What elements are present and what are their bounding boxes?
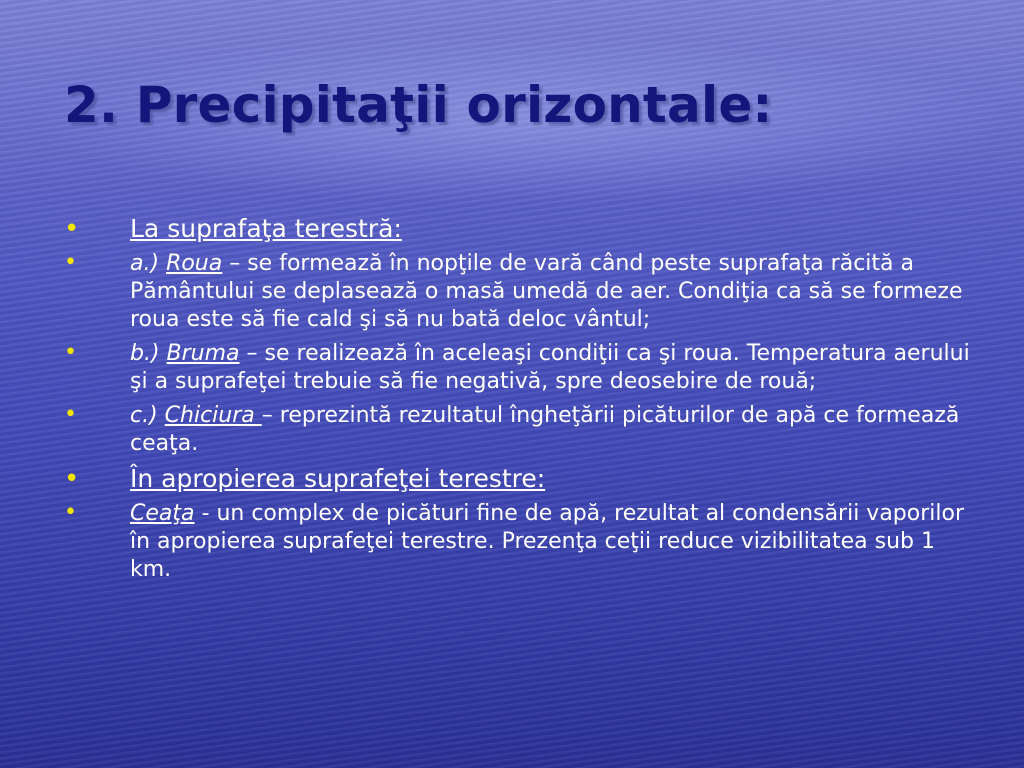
bullet-dot-icon: •: [64, 250, 77, 275]
bullet-dot-icon: •: [64, 340, 77, 365]
bullet-heading-surface: [60, 214, 980, 244]
bullet-dot-icon: •: [64, 402, 77, 427]
item-label-a: a.): [130, 251, 160, 276]
dash-chiciura: –: [261, 403, 273, 428]
bullet-chiciura: [60, 402, 980, 458]
term-roua: Roua: [166, 251, 223, 276]
text-ceata: un complex de picături fine de apă, rezultat al condensării vaporilor în apropierea suprafeţei terestre. Prezenţa ceţii reduce vizibilitatea sub 1 km.: [130, 501, 965, 582]
text-bruma: – se realizează în aceleaşi condiţii ca şi roua. Temperatura aerului şi a suprafeţei trebuie să fie negativă, spre deosebire de rouă;: [130, 341, 970, 394]
slide-title: 2. Precipitaţii orizontale:: [64, 76, 773, 134]
item-label-b: b.): [130, 341, 160, 366]
bullet-bruma: [60, 340, 980, 396]
bullet-dot-icon: •: [64, 214, 80, 244]
bullet-ceata: [60, 500, 980, 584]
term-chiciura: Chiciura: [164, 403, 262, 428]
bullet-dot-icon: •: [64, 464, 80, 494]
bullet-roua: [60, 250, 980, 334]
text-roua: – se formează în nopţile de vară când peste suprafaţa răcită a Pământului se deplasează o masă umedă de aer. Condiţia ca să se formeze roua este să fie cald şi să nu bată deloc vântul;: [130, 251, 963, 332]
heading-in-apropierea: În apropierea suprafeţei terestre:: [130, 464, 546, 493]
term-ceata: Ceaţa: [130, 501, 195, 526]
item-label-c: c.): [130, 403, 158, 428]
term-bruma: Bruma: [166, 341, 240, 366]
heading-la-suprafata: La suprafaţa terestră:: [130, 214, 402, 243]
bullet-dot-icon: •: [64, 500, 77, 525]
bullet-heading-near-surface: [60, 464, 980, 494]
text-chiciura: reprezintă rezultatul îngheţării picăturilor de apă ce formează ceaţa.: [130, 403, 960, 456]
dash-ceata: -: [194, 501, 217, 526]
slide-content: [60, 214, 980, 590]
